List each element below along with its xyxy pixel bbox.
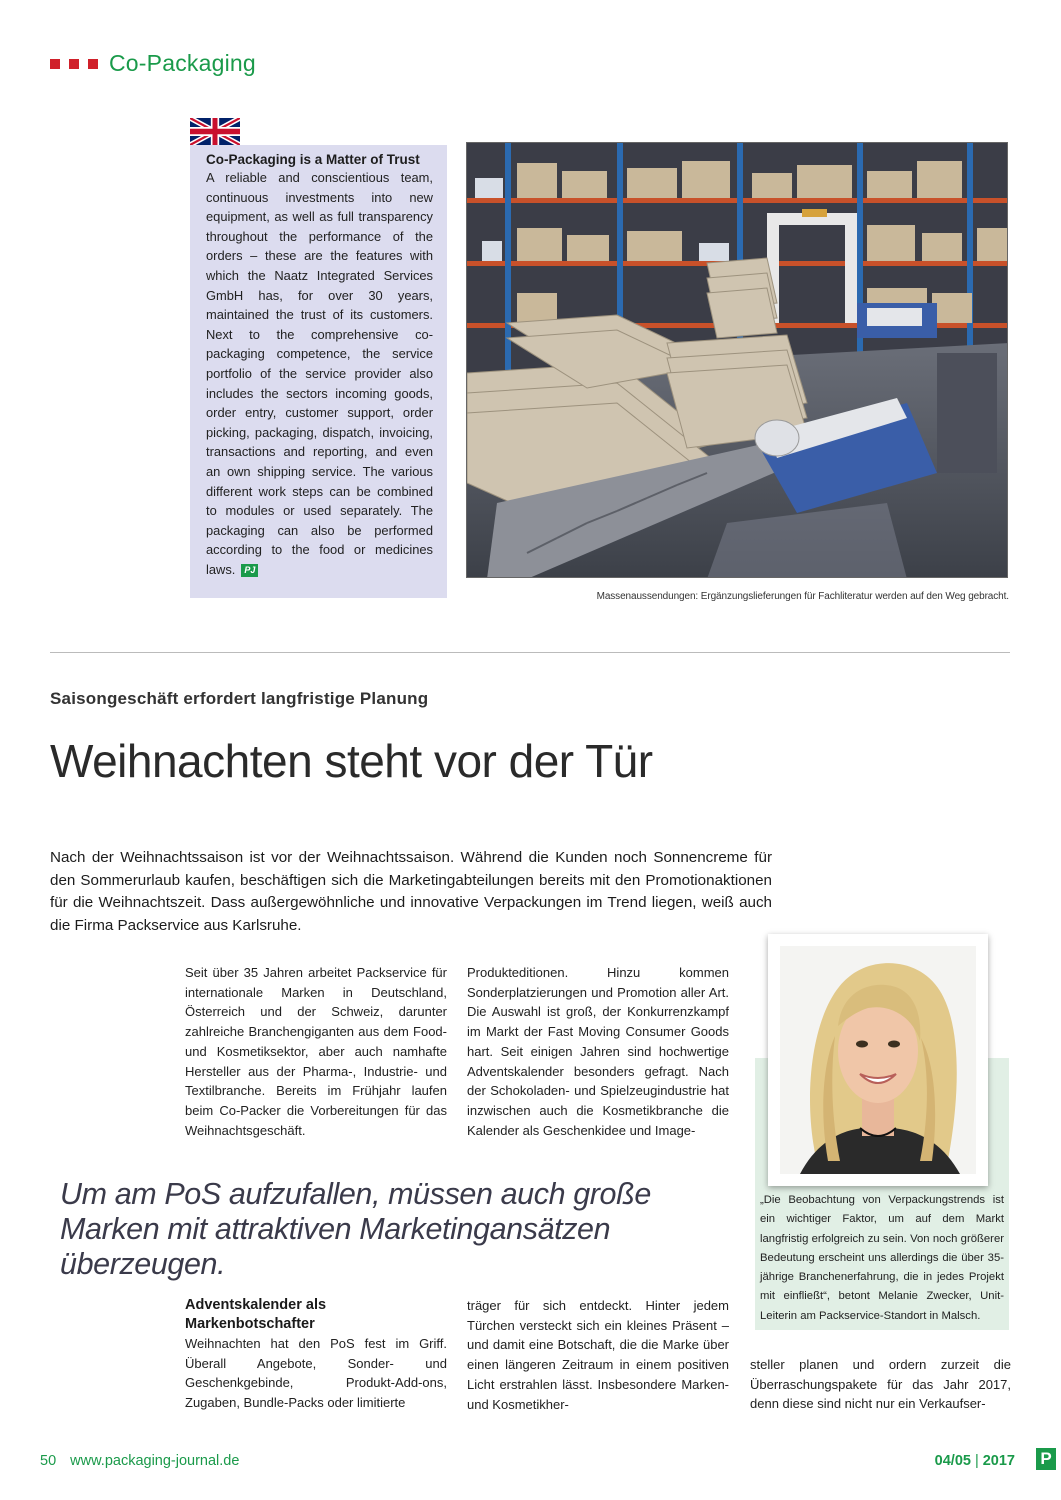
union-jack-flag-icon — [190, 118, 240, 145]
english-summary-body — [206, 168, 433, 579]
article-headline: Weihnachten steht vor der Tür — [50, 735, 653, 787]
english-summary-title: Co-Packaging is a Matter of Trust — [206, 152, 420, 167]
issue-year: 2017 — [982, 1453, 1015, 1469]
journal-logo-icon: P — [1036, 1448, 1056, 1470]
photo-caption: Massenaussendungen: Ergänzungslieferungen für Fachliteratur werden auf den Weg gebracht. — [596, 591, 1009, 602]
body-column-2: Produkteditionen. Hinzu kommen Sonderplatzierungen und Promotion aller Art. Die Auswahl ist groß, der Konkurrenzkampf im Markt der Fast Moving Consumer Goods hart. Seit einigen Jahren sind hochwertige Adventskalender besonders gefragt. Nach der Schokoladen- und Spielzeugindustrie hat inzwischen auch die Kosmetikbranche die Kalender als Geschenkidee und Image- — [467, 965, 729, 1138]
pj-badge: PJ — [241, 564, 258, 577]
section-header — [50, 50, 256, 77]
red-square-icon — [69, 59, 79, 69]
red-square-icon — [88, 59, 98, 69]
english-summary-text: A reliable and conscientious team, continuous investments into new equipment, as well as full transparency throughout the performance of the orders – these are the features with which the Naatz Integrated Services GmbH has, for over 30 years, maintained the trust of its customers. Next to the comprehensive co-packaging competence, the service portfolio of the service provider also includes the sectors incoming goods, order entry, customer support, order picking, packaging, dispatch, invoicing, transactions and reporting, and even an own shipping service. The various different work steps can be combined to modules or used separately. The packaging can also be performed according to the food or medicines laws. — [206, 170, 433, 577]
red-square-icon — [50, 59, 60, 69]
pull-quote: Um am PoS aufzufallen, müssen auch große Marken mit attraktiven Marketingansätzen überzeugen. — [60, 1177, 651, 1281]
body-column-1: Seit über 35 Jahren arbeitet Packservice für internationale Marken in Deutschland, Österreich und der Schweiz, darunter zahlreiche Branchengiganten aus dem Food- und Kosmetiksektor, aber auch namhafte Hersteller aus der Pharma-, Industrie- und Textilbranche. Bereits im Frühjahr laufen beim Co-Packer die Vorbereitungen für das Weihnachtsgeschäft. — [185, 965, 447, 1138]
body-column-1-lower-text: Weihnachten hat den PoS fest im Griff. Überall Angebote, Sonder- und Geschenkgebinde, Produkt-Add-ons, Zugaben, Bundle-Packs oder limitierte — [185, 1336, 447, 1411]
warehouse-photo — [466, 142, 1008, 578]
footer-left — [40, 1453, 239, 1469]
body-column-1-lower — [185, 1296, 447, 1413]
article-subhead: Adventskalender als Markenbotschafter — [185, 1297, 327, 1332]
article-lead: Nach der Weihnachtssaison ist vor der Weihnachtssaison. Während die Kunden noch Sonnencreme für den Sommerurlaub kaufen, beschäftigen sich die Marketingabteilungen bereits mit den Promotionaktionen für die Weihnachtszeit. Dass außergewöhnliche und innovative Verpackungen im Trend liegen, weiß auch die Firma Packservice aus Karlsruhe. — [50, 849, 772, 934]
english-summary-box — [190, 145, 447, 598]
article-kicker: Saisongeschäft erfordert langfristige Planung — [50, 689, 429, 708]
footer-issue — [935, 1453, 1015, 1469]
footer-url[interactable]: www.packaging-journal.de — [70, 1453, 240, 1469]
divider — [50, 652, 1010, 653]
quote-text: „Die Beobachtung von Verpackungstrends ist ein wichtiger Faktor, um auf dem Markt langfristig erfolgreich zu sein. Von noch größerer Bedeutung erscheint uns allerdings die über 35-jährige Branchenerfahrung, die in jedes Projekt mit einfließt“, betont Melanie Zwecker, Unit-Leiterin am Packservice-Standort in Malsch. — [760, 1194, 1004, 1322]
issue-separator: | — [974, 1453, 979, 1469]
body-column-2-lower: träger für sich entdeckt. Hinter jedem Türchen versteckt sich ein kleines Präsent – und damit eine Botschaft, die die Marke über einen längeren Zeitraum in einem positiven Licht erstrahlen lässt. Insbesondere Marken- und Kosmetikher- — [467, 1298, 729, 1412]
portrait-photo — [780, 946, 976, 1174]
page-number: 50 — [40, 1453, 57, 1469]
body-column-3-lower: steller planen und ordern zurzeit die Überraschungspakete für das Jahr 2017, denn diese sind nicht nur ein Verkaufser- — [750, 1357, 1011, 1412]
section-label: Co-Packaging — [109, 50, 256, 76]
issue-number: 04/05 — [934, 1453, 971, 1469]
portrait-frame — [768, 934, 988, 1186]
